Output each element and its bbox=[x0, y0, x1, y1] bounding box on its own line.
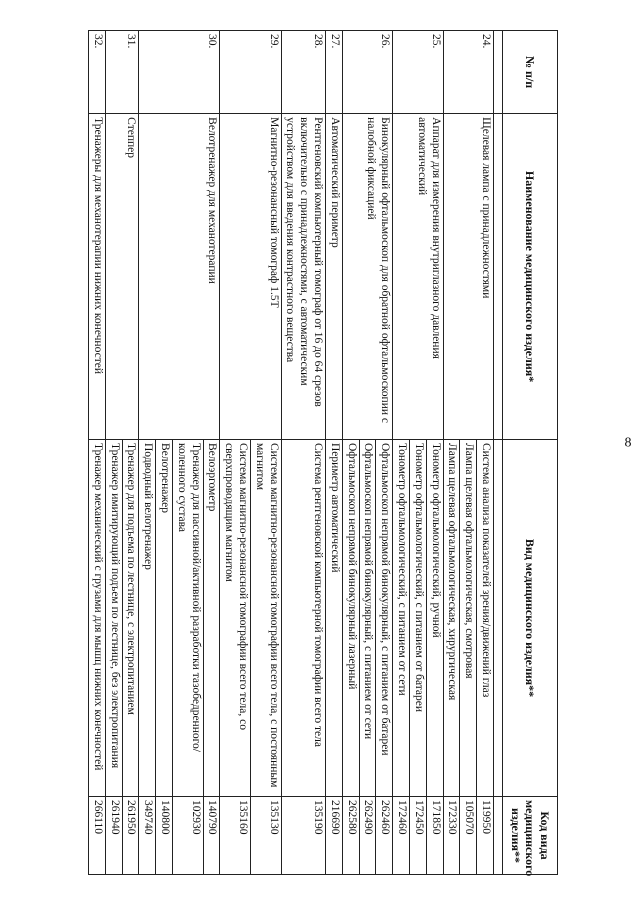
row-number: 27. bbox=[326, 31, 343, 114]
device-code: 266110 bbox=[89, 796, 106, 874]
device-code: 135190 bbox=[281, 796, 325, 874]
device-kind: Тонометр офтальмологический, с питанием от батареи bbox=[410, 439, 427, 796]
device-kind: Лампа щелевая офтальмологическая, смотровая bbox=[460, 439, 477, 796]
blank-row bbox=[494, 31, 503, 875]
table-row bbox=[477, 31, 494, 875]
device-code: 140800 bbox=[156, 796, 173, 874]
device-kind: Система магнитно-резонансной томографии всего тела, с постоянным магнитом bbox=[251, 439, 282, 796]
device-kind: Тонометр офтальмологический, с питанием от сети bbox=[393, 439, 410, 796]
table-row bbox=[122, 31, 139, 875]
row-number: 24. bbox=[443, 31, 493, 114]
device-code: 171850 bbox=[426, 796, 443, 874]
device-code: 105070 bbox=[460, 796, 477, 874]
device-name: Магнитно-резонансный томограф 1.5Т bbox=[220, 114, 281, 440]
row-number: 31. bbox=[105, 31, 139, 114]
table-header-row bbox=[503, 31, 558, 875]
device-name: Бинокулярный офтальмоскоп для обратной офтальмоскопии с налобной фиксацией bbox=[342, 114, 392, 440]
device-kind: Тренажер для пассивной/активной разработки тазобедренного/коленного сустава bbox=[173, 439, 204, 796]
header-kind: Вид медицинского изделия** bbox=[503, 439, 558, 796]
device-kind: Лампа щелевая офтальмологическая, хирургическая bbox=[443, 439, 460, 796]
header-name: Наименование медицинского изделия* bbox=[503, 114, 558, 440]
device-kind: Велоэргометр bbox=[203, 439, 220, 796]
row-number: 25. bbox=[393, 31, 443, 114]
device-code: 102930 bbox=[173, 796, 204, 874]
device-name: Степпер bbox=[105, 114, 139, 440]
device-name: Аппарат для измерения внутриглазного давления автоматический bbox=[393, 114, 443, 440]
table-body bbox=[89, 31, 494, 875]
table-row bbox=[203, 31, 220, 875]
table-row bbox=[426, 31, 443, 875]
device-kind: Тренажер имитирующий подъем по лестнице, без электропитания bbox=[105, 439, 122, 796]
device-name: Щелевая лампа с принадлежностями bbox=[443, 114, 493, 440]
table-row bbox=[326, 31, 343, 875]
page-number: 8 bbox=[624, 435, 632, 451]
device-kind: Тонометр офтальмологический, ручной bbox=[426, 439, 443, 796]
device-kind: Тренажер механический с грузами для мышц нижних конечностей bbox=[89, 439, 106, 796]
device-kind: Система анализа показателей зрения/движений глаз bbox=[477, 439, 494, 796]
device-code: 135160 bbox=[220, 796, 251, 874]
device-code: 119950 bbox=[477, 796, 494, 874]
device-name: Автоматический периметр bbox=[326, 114, 343, 440]
row-number: 30. bbox=[139, 31, 220, 114]
device-code: 135130 bbox=[251, 796, 282, 874]
device-code: 140790 bbox=[203, 796, 220, 874]
device-code: 172450 bbox=[410, 796, 427, 874]
device-code: 172460 bbox=[393, 796, 410, 874]
medical-devices-table bbox=[88, 30, 558, 875]
row-number: 32. bbox=[89, 31, 106, 114]
device-code: 216690 bbox=[326, 796, 343, 874]
row-number: 29. bbox=[220, 31, 281, 114]
device-kind: Система рентгеновской компьютерной томографии всего тела bbox=[281, 439, 325, 796]
device-code: 349740 bbox=[139, 796, 156, 874]
row-number: 26. bbox=[342, 31, 392, 114]
device-code: 261950 bbox=[122, 796, 139, 874]
table-row bbox=[376, 31, 393, 875]
device-kind: Офтальмоскоп непрямой бинокулярный лазерный bbox=[342, 439, 359, 796]
device-kind: Тренажер для подъема по лестнице, с электропитанием bbox=[122, 439, 139, 796]
header-code: Код вида медицинского изделия** bbox=[503, 796, 558, 874]
row-number: 28. bbox=[281, 31, 325, 114]
device-code: 262580 bbox=[342, 796, 359, 874]
device-code: 172330 bbox=[443, 796, 460, 874]
table-row bbox=[89, 31, 106, 875]
table-row bbox=[251, 31, 282, 875]
header-num: № п/п bbox=[503, 31, 558, 114]
device-code: 262460 bbox=[376, 796, 393, 874]
device-kind: Периметр автоматический bbox=[326, 439, 343, 796]
device-kind: Офтальмоскоп непрямой бинокулярный, с питанием от сети bbox=[359, 439, 376, 796]
device-name: Велотренажер для механотерапии bbox=[139, 114, 220, 440]
table-row bbox=[281, 31, 325, 875]
device-code: 262490 bbox=[359, 796, 376, 874]
device-kind: Офтальмоскоп непрямой бинокулярный, с питанием от батареи bbox=[376, 439, 393, 796]
device-kind: Подводный велотренажер bbox=[139, 439, 156, 796]
device-code: 261940 bbox=[105, 796, 122, 874]
device-kind: Система магнитно-резонансной томографии всего тела, со сверхпроводящим магнитом bbox=[220, 439, 251, 796]
device-name: Тренажеры для механотерапии нижних конечностей bbox=[89, 114, 106, 440]
device-name: Рентгеновский компьютерный томограф от 16 до 64 срезов включительно с принадлежностями, с автоматическим устройством для введения контрастного вещества bbox=[281, 114, 325, 440]
device-kind: Велотренажер bbox=[156, 439, 173, 796]
